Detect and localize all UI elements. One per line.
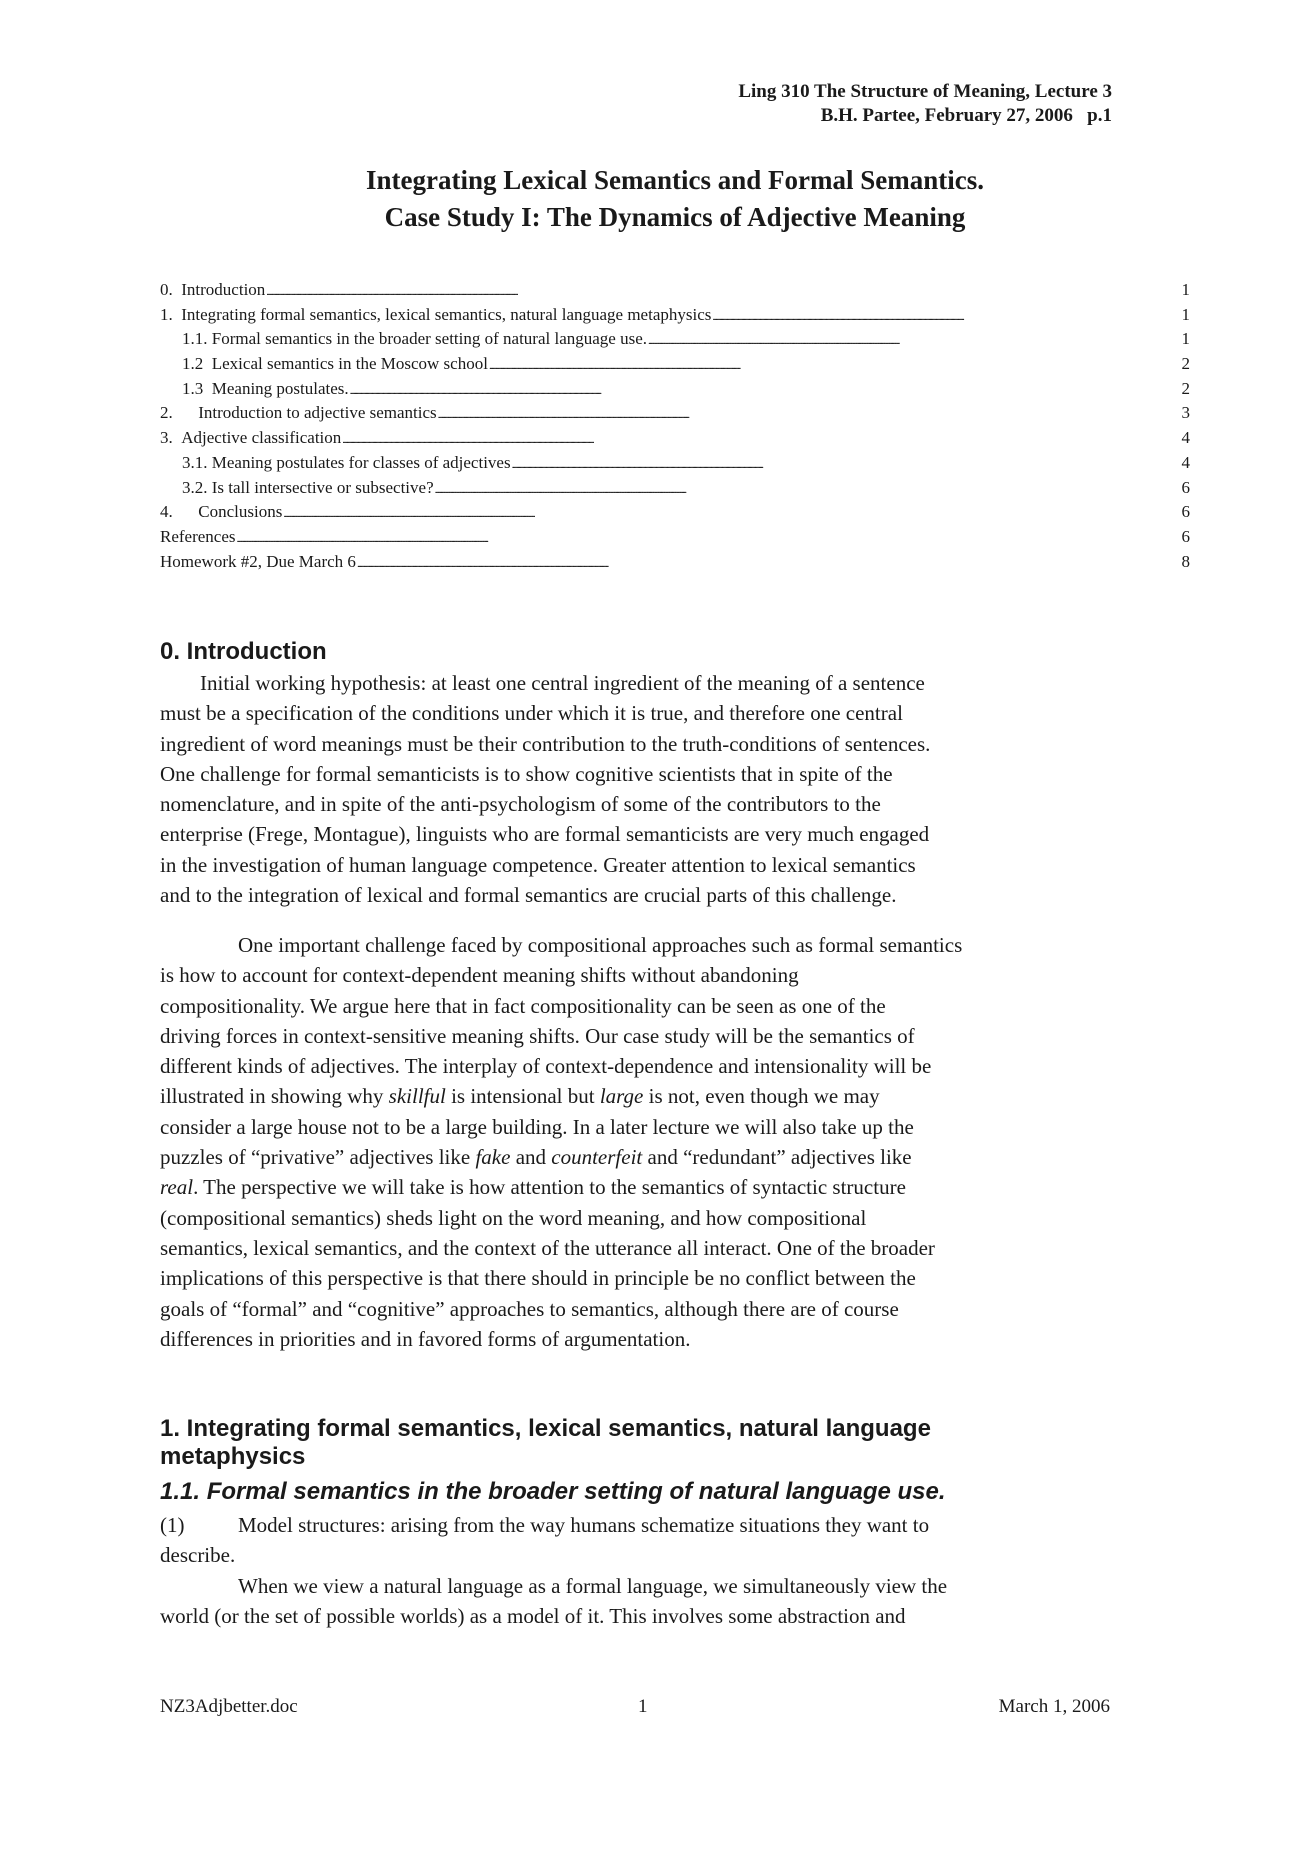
text-line: must be a specification of the conditions under which it is true, and therefore one central	[160, 701, 903, 726]
toc-entry-page: 1	[1181, 280, 1190, 299]
text-line: driving forces in context-sensitive meaning shifts. Our case study will be the semantics of	[160, 1023, 915, 1048]
footer-page-number: 1	[638, 1696, 648, 1717]
text-line: real. The perspective we will take is how attention to the semantics of syntactic structure	[160, 1175, 906, 1200]
toc-entry-page: 1	[1181, 329, 1190, 349]
section-1-heading-line-2: metaphysics	[160, 1443, 306, 1470]
toc-entry[interactable]	[160, 303, 1190, 328]
toc-leader-dots	[237, 525, 1181, 552]
toc-leader-dots	[266, 278, 1180, 305]
toc-entry-title: Integrating formal semantics, lexical semantics, natural language metaphysics	[181, 304, 712, 324]
toc-entry-title: Lexical semantics in the Moscow school	[211, 354, 488, 374]
toc-entry-page: 1	[1181, 304, 1190, 324]
text-line: One important challenge faced by compositional approaches such as formal semantics	[238, 933, 963, 957]
section-0-heading: 0. Introduction	[160, 638, 327, 665]
toc-entry[interactable]	[160, 500, 1190, 525]
toc-entry-title: Introduction to adjective semantics	[198, 403, 437, 423]
toc-entry-title: References	[160, 526, 236, 546]
toc-leader-dots	[489, 352, 1181, 379]
toc-entry-page: 4	[1181, 452, 1190, 472]
document-title	[160, 162, 1190, 236]
toc-leader-dots	[357, 550, 1181, 577]
term-fake: fake	[475, 1145, 511, 1170]
header-course-line: Ling 310 The Structure of Meaning, Lecture 3	[738, 81, 1112, 102]
text-line: in the investigation of human language competence. Greater attention to lexical semantics	[160, 852, 916, 877]
title-line-1: Integrating Lexical Semantics and Formal Semantics.	[366, 165, 984, 195]
text-line: enterprise (Frege, Montague), linguists who are formal semanticists are very much engaged	[160, 822, 930, 847]
text-line: One challenge for formal semanticists is to show cognitive scientists that in spite of the	[160, 761, 893, 786]
intro-paragraph-1	[160, 668, 1160, 910]
toc-entry[interactable]	[160, 476, 1190, 501]
text-line: Initial working hypothesis: at least one central ingredient of the meaning of a sentence	[200, 671, 925, 695]
toc-entry[interactable]	[160, 525, 1190, 550]
toc-leader-dots	[283, 500, 1180, 527]
toc-entry[interactable]	[160, 278, 1190, 303]
toc-leader-dots	[648, 327, 1180, 354]
section-1-1-body	[160, 1510, 1160, 1631]
toc-entry-page: 4	[1181, 428, 1190, 448]
text-line: consider a large house not to be a large building. In a later lecture we will also take up the	[160, 1114, 914, 1139]
term-real: real	[160, 1175, 194, 1200]
toc-entry[interactable]	[160, 377, 1190, 402]
text-line: semantics, lexical semantics, and the context of the utterance all interact. One of the broader	[160, 1235, 935, 1260]
toc-entry-number: 1.3	[182, 378, 212, 398]
toc-entry-title: Meaning postulates for classes of adjectives	[211, 452, 511, 472]
page-header	[738, 80, 1112, 128]
toc-entry-number: 1.	[160, 304, 182, 324]
text-line: nomenclature, and in spite of the anti-psychologism of some of the contributors to the	[160, 792, 881, 817]
footer-date: March 1, 2006	[998, 1696, 1110, 1717]
text-line: world (or the set of possible worlds) as a model of it. This involves some abstraction and	[160, 1603, 906, 1628]
text-line: differences in priorities and in favored forms of argumentation.	[160, 1326, 691, 1351]
section-1-1-heading: 1.1. Formal semantics in the broader setting of natural language use.	[160, 1478, 946, 1505]
toc-entry-page: 6	[1181, 502, 1190, 522]
toc-entry-title: Meaning postulates.	[211, 378, 349, 398]
toc-entry-page: 2	[1181, 378, 1190, 398]
term-skillful: skillful	[388, 1084, 446, 1109]
toc-entry-title: Adjective classification	[181, 428, 342, 448]
toc-entry-title: Formal semantics in the broader setting of natural language use.	[211, 329, 648, 349]
table-of-contents	[160, 278, 1190, 574]
text-line: different kinds of adjectives. The interplay of context-dependence and intensionality will be	[160, 1054, 932, 1079]
intro-paragraph-2	[160, 930, 1160, 1354]
toc-entry-number: 3.2.	[182, 477, 212, 497]
item-number: (1)	[160, 1513, 185, 1537]
toc-entry-title: Homework #2, Due March 6	[160, 551, 356, 571]
toc-leader-dots	[712, 303, 1180, 330]
toc-leader-dots	[438, 401, 1181, 428]
text-line: When we view a natural language as a formal language, we simultaneously view the	[238, 1573, 948, 1598]
toc-leader-dots	[342, 426, 1180, 453]
text-line: and to the integration of lexical and formal semantics are crucial parts of this challenge.	[160, 883, 897, 908]
term-large: large	[599, 1084, 644, 1109]
toc-entry-number: 3.	[160, 428, 182, 448]
text-line: compositionality. We argue here that in fact compositionality can be seen as one of the	[160, 993, 886, 1018]
toc-entry[interactable]	[160, 327, 1190, 352]
toc-entry-title: Is tall intersective or subsective?	[211, 477, 434, 497]
toc-entry-title: Introduction	[181, 280, 266, 299]
toc-entry-page: 6	[1181, 477, 1190, 497]
header-author-line: B.H. Partee, February 27, 2006 p.1	[820, 105, 1112, 126]
toc-leader-dots	[512, 451, 1181, 478]
text-line: ingredient of word meanings must be their contribution to the truth-conditions of sentences.	[160, 731, 931, 756]
toc-leader-dots	[350, 377, 1181, 404]
toc-entry-number: 0.	[160, 280, 182, 299]
text-line: is how to account for context-dependent meaning shifts without abandoning	[160, 963, 799, 988]
text-line: puzzles of “privative” adjectives like fake and counterfeit and “redundant” adjectives like	[160, 1145, 912, 1170]
toc-entry[interactable]	[160, 401, 1190, 426]
toc-entry-number: 1.1.	[182, 329, 212, 349]
toc-entry-page: 6	[1181, 526, 1190, 546]
text-line: describe.	[160, 1543, 236, 1568]
toc-entry-page: 2	[1181, 354, 1190, 374]
section-1-heading	[160, 1415, 931, 1471]
toc-entry[interactable]	[160, 426, 1190, 451]
footer-filename: NZ3Adjbetter.doc	[160, 1696, 298, 1717]
toc-entry-number: 1.2	[182, 354, 212, 374]
text-line: goals of “formal” and “cognitive” approaches to semantics, although there are of course	[160, 1296, 899, 1321]
toc-entry-number: 3.1.	[182, 452, 212, 472]
toc-entry-number: 4.	[160, 502, 199, 522]
text-line: (compositional semantics) sheds light on the word meaning, and how compositional	[160, 1205, 867, 1230]
toc-entry[interactable]	[160, 451, 1190, 476]
toc-entry-page: 3	[1181, 403, 1190, 423]
section-1-heading-line-1: 1. Integrating formal semantics, lexical semantics, natural language	[160, 1415, 931, 1442]
toc-entry[interactable]	[160, 352, 1190, 377]
numbered-item: (1) Model structures: arising from the way humans schematize situations they want to	[160, 1510, 1160, 1540]
text-line: implications of this perspective is that there should in principle be no conflict between the	[160, 1266, 916, 1291]
toc-entry[interactable]	[160, 550, 1190, 575]
title-line-2: Case Study I: The Dynamics of Adjective Meaning	[384, 202, 966, 232]
toc-entry-page: 8	[1181, 551, 1190, 571]
text-line: illustrated in showing why skillful is intensional but large is not, even though we may	[160, 1084, 880, 1109]
toc-entry-title: Conclusions	[198, 502, 283, 522]
toc-leader-dots	[435, 476, 1181, 503]
toc-entry-number: 2.	[160, 403, 199, 423]
term-counterfeit: counterfeit	[551, 1145, 643, 1170]
